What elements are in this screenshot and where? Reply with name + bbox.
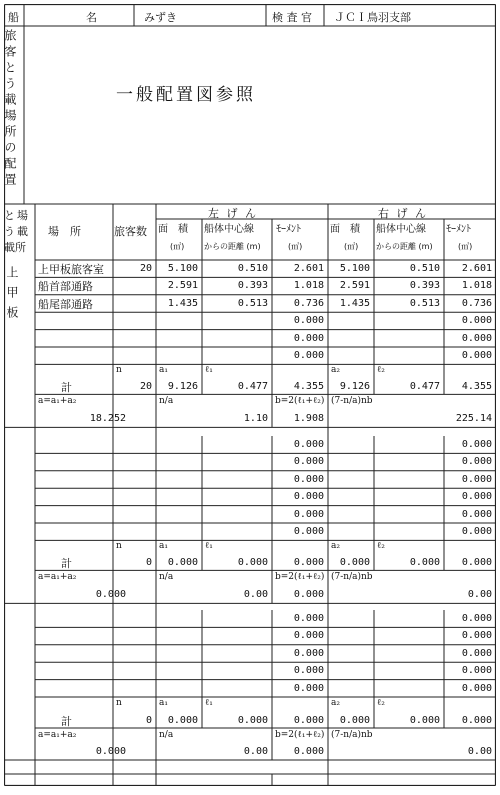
place-cell: 船尾部通路 [38, 297, 93, 311]
total-left-area: 9.126 [167, 381, 198, 393]
place-header: 場 所 [48, 225, 81, 238]
total-left-moment: 4.355 [293, 381, 324, 393]
a1-symbol: a₁ [159, 541, 168, 552]
total-right-distance: 0.000 [409, 715, 440, 726]
side-label-mid: う載 [4, 225, 30, 238]
right-moment-cell: 0.000 [461, 491, 492, 503]
total-left-area: 0.000 [167, 715, 198, 726]
place-cell: 上甲板旅客室 [38, 263, 104, 276]
left-distance-cell: 0.393 [237, 280, 268, 292]
total-right-area: 9.126 [339, 381, 370, 393]
left-moment-cell: 0.000 [293, 332, 324, 344]
a-value: 0.000 [95, 746, 126, 757]
left-moment-cell: 0.736 [293, 297, 324, 309]
l1-symbol: ℓ₁ [205, 698, 213, 708]
right-moment-cell: 0.000 [461, 526, 492, 537]
b-formula-label: b=2(ℓ₁+ℓ₂) [275, 730, 325, 740]
total-right-area: 0.000 [339, 715, 370, 726]
left-area-cell: 5.100 [167, 263, 198, 274]
right-area-cell: 2.591 [339, 280, 370, 292]
a1-symbol: a₁ [159, 698, 168, 708]
total-label: 計 [61, 715, 72, 728]
left-moment-cell: 0.000 [293, 439, 324, 450]
left-moment-cell: 0.000 [293, 491, 324, 503]
l2-symbol: ℓ₂ [377, 365, 385, 376]
a2-symbol: a₂ [331, 365, 340, 376]
inspector-name: ＪＣＩ鳥羽支部 [334, 11, 411, 24]
nb-value: 0.00 [467, 746, 492, 757]
left-moment-cell: 0.000 [293, 665, 324, 677]
total-left-distance: 0.000 [237, 557, 268, 569]
right-area-cell: 1.435 [339, 297, 370, 309]
total-right-area: 0.000 [339, 557, 370, 569]
a-value: 18.252 [89, 413, 126, 425]
table-grid-lines [4, 4, 496, 786]
deck-label: 上甲板 [5, 266, 19, 326]
a1-symbol: a₁ [159, 365, 168, 376]
place-cell: 船首部通路 [38, 280, 93, 294]
b-value: 0.000 [293, 589, 324, 601]
count-cell: 20 [139, 263, 152, 274]
left-moment-cell: 2.601 [293, 263, 324, 274]
n-symbol: n [116, 541, 122, 552]
na-formula-label: n/a [159, 572, 174, 583]
count-header: 旅客数 [114, 225, 147, 238]
nb-formula-label: (7-n/a)nb [331, 730, 373, 740]
left-distance-sub: からの距離 (m) [204, 242, 261, 251]
nb-value: 225.14 [455, 413, 492, 425]
left-side-header: 左 げ ん [208, 207, 258, 220]
right-moment-cell: 1.018 [461, 280, 492, 292]
total-label: 計 [61, 557, 72, 571]
left-area-header: 面 積 [158, 224, 188, 235]
name-label: 名 [86, 11, 97, 24]
left-moment-cell: 1.018 [293, 280, 324, 292]
left-moment-cell: 0.000 [293, 315, 324, 327]
right-distance-sub: からの距離 (m) [376, 242, 433, 251]
left-moment-header: ﾓｰﾒﾝﾄ [276, 224, 301, 235]
total-count: 20 [139, 381, 152, 393]
total-left-area: 0.000 [167, 557, 198, 569]
right-moment-unit: (㎥) [458, 242, 473, 251]
right-moment-cell: 0.000 [461, 332, 492, 344]
na-value: 0.00 [243, 589, 268, 601]
l2-symbol: ℓ₂ [377, 541, 385, 552]
total-right-moment: 0.000 [461, 557, 492, 569]
right-distance-header: 船体中心線 [376, 224, 426, 235]
total-count: 0 [145, 715, 152, 726]
n-symbol: n [116, 365, 122, 376]
left-area-unit: (㎡) [170, 242, 185, 251]
right-moment-cell: 0.000 [461, 508, 492, 520]
b-value: 0.000 [293, 746, 324, 757]
a-formula-label: a=a₁+a₂ [38, 730, 77, 740]
left-moment-cell: 0.000 [293, 647, 324, 659]
layout-reference-text: 一般配置図参照 [116, 85, 256, 105]
nb-formula-label: (7-n/a)nb [331, 572, 373, 583]
total-right-moment: 4.355 [461, 381, 492, 393]
right-moment-cell: 0.000 [461, 630, 492, 642]
right-distance-cell: 0.513 [409, 297, 440, 309]
right-distance-cell: 0.393 [409, 280, 440, 292]
a2-symbol: a₂ [331, 698, 340, 708]
right-moment-cell: 0.000 [461, 682, 492, 694]
left-distance-cell: 0.510 [237, 263, 268, 274]
right-moment-cell: 2.601 [461, 263, 492, 274]
right-moment-cell: 0.000 [461, 315, 492, 327]
right-moment-cell: 0.000 [461, 665, 492, 677]
left-moment-cell: 0.000 [293, 526, 324, 537]
right-moment-header: ﾓｰﾒﾝﾄ [446, 224, 471, 235]
total-right-distance: 0.477 [409, 381, 440, 393]
b-formula-label: b=2(ℓ₁+ℓ₂) [275, 396, 325, 407]
left-moment-cell: 0.000 [293, 682, 324, 694]
right-moment-cell: 0.736 [461, 297, 492, 309]
layout-section-label: 旅客とう載場所の配置 [3, 29, 17, 189]
na-value: 1.10 [243, 413, 268, 425]
a-formula-label: a=a₁+a₂ [38, 396, 77, 407]
l1-symbol: ℓ₁ [205, 365, 213, 376]
total-left-moment: 0.000 [293, 715, 324, 726]
left-area-cell: 1.435 [167, 297, 198, 309]
left-moment-cell: 0.000 [293, 630, 324, 642]
left-area-cell: 2.591 [167, 280, 198, 292]
total-right-distance: 0.000 [409, 557, 440, 569]
l2-symbol: ℓ₂ [377, 698, 385, 708]
right-moment-cell: 0.000 [461, 456, 492, 468]
right-moment-cell: 0.000 [461, 350, 492, 361]
right-moment-cell: 0.000 [461, 647, 492, 659]
nb-formula-label: (7-n/a)nb [331, 396, 373, 407]
a-value: 0.000 [95, 589, 126, 601]
right-area-unit: (㎡) [344, 242, 359, 251]
left-moment-cell: 0.000 [293, 456, 324, 468]
left-distance-cell: 0.513 [237, 297, 268, 309]
right-area-header: 面 積 [330, 224, 360, 235]
a-formula-label: a=a₁+a₂ [38, 572, 77, 583]
a2-symbol: a₂ [331, 541, 340, 552]
b-formula-label: b=2(ℓ₁+ℓ₂) [275, 572, 325, 583]
total-right-moment: 0.000 [461, 715, 492, 726]
right-distance-cell: 0.510 [409, 263, 440, 274]
l1-symbol: ℓ₁ [205, 541, 213, 552]
left-moment-unit: (㎥) [288, 242, 303, 251]
total-count: 0 [145, 557, 152, 569]
right-moment-cell: 0.000 [461, 473, 492, 485]
n-symbol: n [116, 698, 122, 708]
right-moment-cell: 0.000 [461, 613, 492, 624]
passenger-layout-sheet [4, 4, 496, 786]
total-left-distance: 0.477 [237, 381, 268, 393]
right-moment-cell: 0.000 [461, 439, 492, 450]
left-moment-cell: 0.000 [293, 473, 324, 485]
side-label-bottom: 載所 [4, 241, 26, 254]
right-side-header: 右 げ ん [378, 207, 428, 220]
inspector-label: 検 査 官 [272, 11, 312, 24]
total-label: 計 [61, 381, 72, 395]
right-area-cell: 5.100 [339, 263, 370, 274]
left-moment-cell: 0.000 [293, 613, 324, 624]
nb-value: 0.00 [467, 589, 492, 601]
na-value: 0.00 [243, 746, 268, 757]
left-distance-header: 船体中心線 [204, 224, 254, 235]
na-formula-label: n/a [159, 396, 174, 407]
na-formula-label: n/a [159, 730, 174, 740]
total-left-distance: 0.000 [237, 715, 268, 726]
side-label-top: と場 [4, 209, 30, 222]
ship-name: みずき [144, 11, 177, 24]
b-value: 1.908 [293, 413, 324, 425]
left-moment-cell: 0.000 [293, 508, 324, 520]
ship-label: 船 [8, 11, 19, 24]
total-left-moment: 0.000 [293, 557, 324, 569]
left-moment-cell: 0.000 [293, 350, 324, 361]
